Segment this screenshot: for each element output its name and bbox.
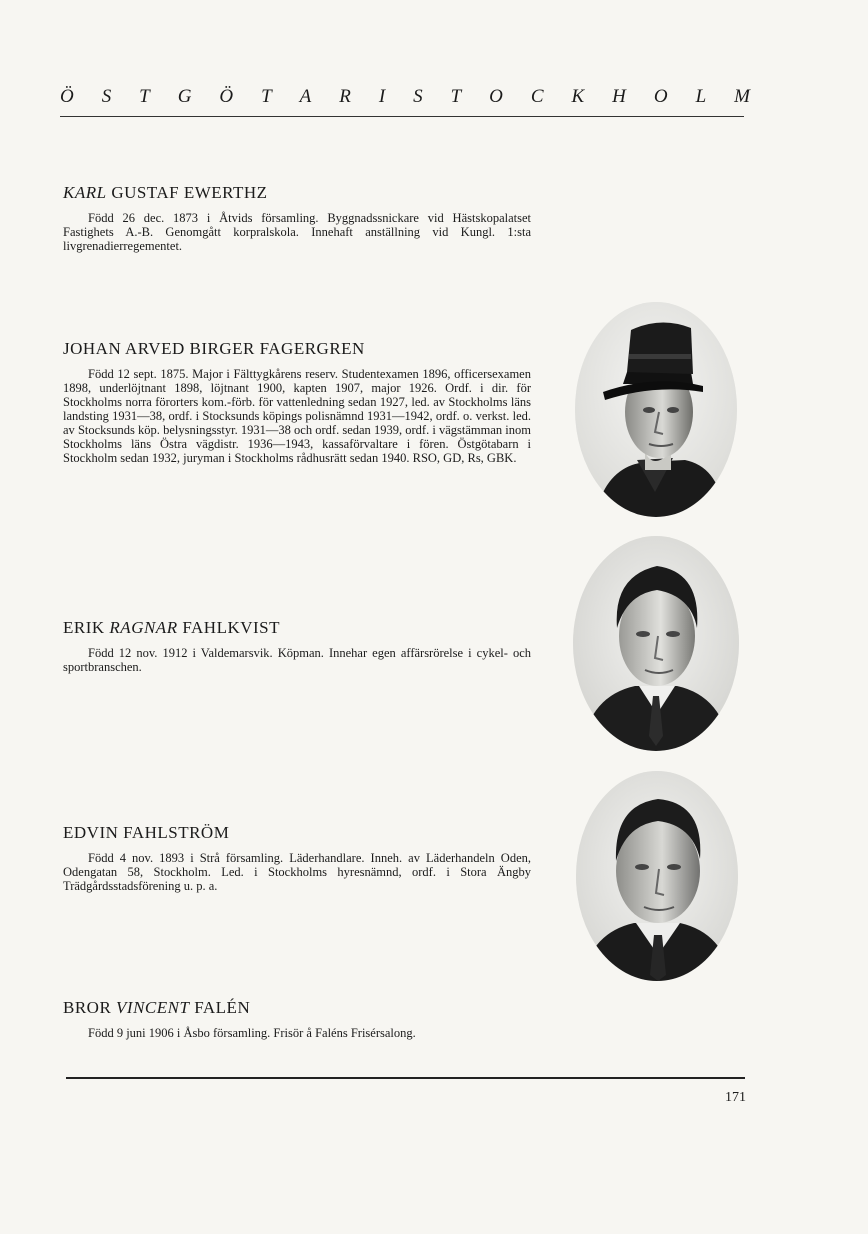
header-letter: I [378,86,386,107]
running-header [60,86,750,108]
entry-fahlkvist [63,618,531,674]
entry-ewerthz [63,183,531,253]
header-letter: Ö [219,86,234,107]
portrait-fahlstrom [576,771,738,981]
name-part: RAGNAR [109,618,178,637]
entry-bio: Född 9 juni 1906 i Åsbo församling. Frisör å Faléns Frisérsalong. [88,1026,416,1040]
header-letter: L [695,86,707,107]
portrait-image [573,536,739,751]
name-part: VINCENT [116,998,190,1017]
entry-bio: Född 4 nov. 1893 i Strå församling. Läderhandlare. Inneh. av Läderhandeln Oden, Odengatan 58, Stockholm. Led. i Stockholms hyresnämnd, ordf. i Stora Ängby Trädgårdsstadsförening u. p. a. [63,851,531,893]
header-letter: T [261,86,272,107]
name-part: FALÉN [189,998,251,1017]
entry-name [63,183,531,203]
header-letter: O [653,86,668,107]
name-part: GUSTAF EWERTHZ [106,183,268,202]
entry-fagergren [63,339,531,465]
header-letter: Ö [60,86,74,107]
header-letter: R [339,86,351,107]
name-part: FAHLKVIST [177,618,281,637]
header-letter: T [139,86,150,107]
name-part: KARL [63,183,107,202]
header-letter: A [299,86,312,107]
header-letter: M [734,86,750,107]
entry-name [63,618,531,638]
portrait-fagergren [575,302,737,517]
name-part: ERIK [63,618,110,637]
portrait-image [576,771,738,981]
header-letter: G [177,86,192,107]
entry-bio: Född 12 sept. 1875. Major i Fälttygkårens reserv. Studentexamen 1896, officersexamen 1898, underlöjtnant 1898, löjtnant 1900, kapten 1907, major 1926. Ordf. i dir. för Stockholms norra förorters kom.-förb. för vattenledning sedan 1927, led. av Stockholms läns landsting 1931—38, ordf. i Stocksunds köpings polisnämnd 1931—1942, ordf. o. verkst. led. av Stocksunds köp. belysningsstyr. 1931—38 och ordf. sedan 1939, ordf. i vägstämman inom Stockholms läns Östra vägdistr. 1936—1943, kassaförvaltare i fören. Östgötabarn i Stockholm sedan 1932, juryman i Stockholms rådhusrätt sedan 1940. RSO, GD, Rs, GBK. [63,367,531,465]
page-number: 171 [725,1090,746,1105]
entry-name: JOHAN ARVED BIRGER FAGERGREN [63,339,365,358]
header-rule [60,116,744,117]
entry-name [63,998,583,1018]
portrait-fahlkvist [573,536,739,751]
header-letter: T [450,86,462,107]
entry-bio: Född 12 nov. 1912 i Valdemarsvik. Köpman. Innehar egen affärsrörelse i cykel- och sportbranschen. [63,646,531,674]
header-letter: C [530,86,544,107]
header-letter: S [413,86,423,107]
entry-fahlstrom [63,823,531,893]
header-letter: H [612,86,626,107]
entry-name: EDVIN FAHLSTRÖM [63,823,230,842]
entry-bio: Född 26 dec. 1873 i Åtvids församling. Byggnadssnickare vid Hästskopalatset Fastighets A.-B. Genomgått korpralskola. Innehaft anställning vid Kungl. 1:sta livgrenadierregementet. [63,211,531,253]
header-letter: O [489,86,503,107]
name-part: BROR [63,998,117,1017]
footer-rule [66,1077,745,1079]
header-letter: S [101,86,112,107]
header-letter: K [571,86,585,107]
portrait-image [575,302,737,517]
entry-falen [63,998,583,1040]
